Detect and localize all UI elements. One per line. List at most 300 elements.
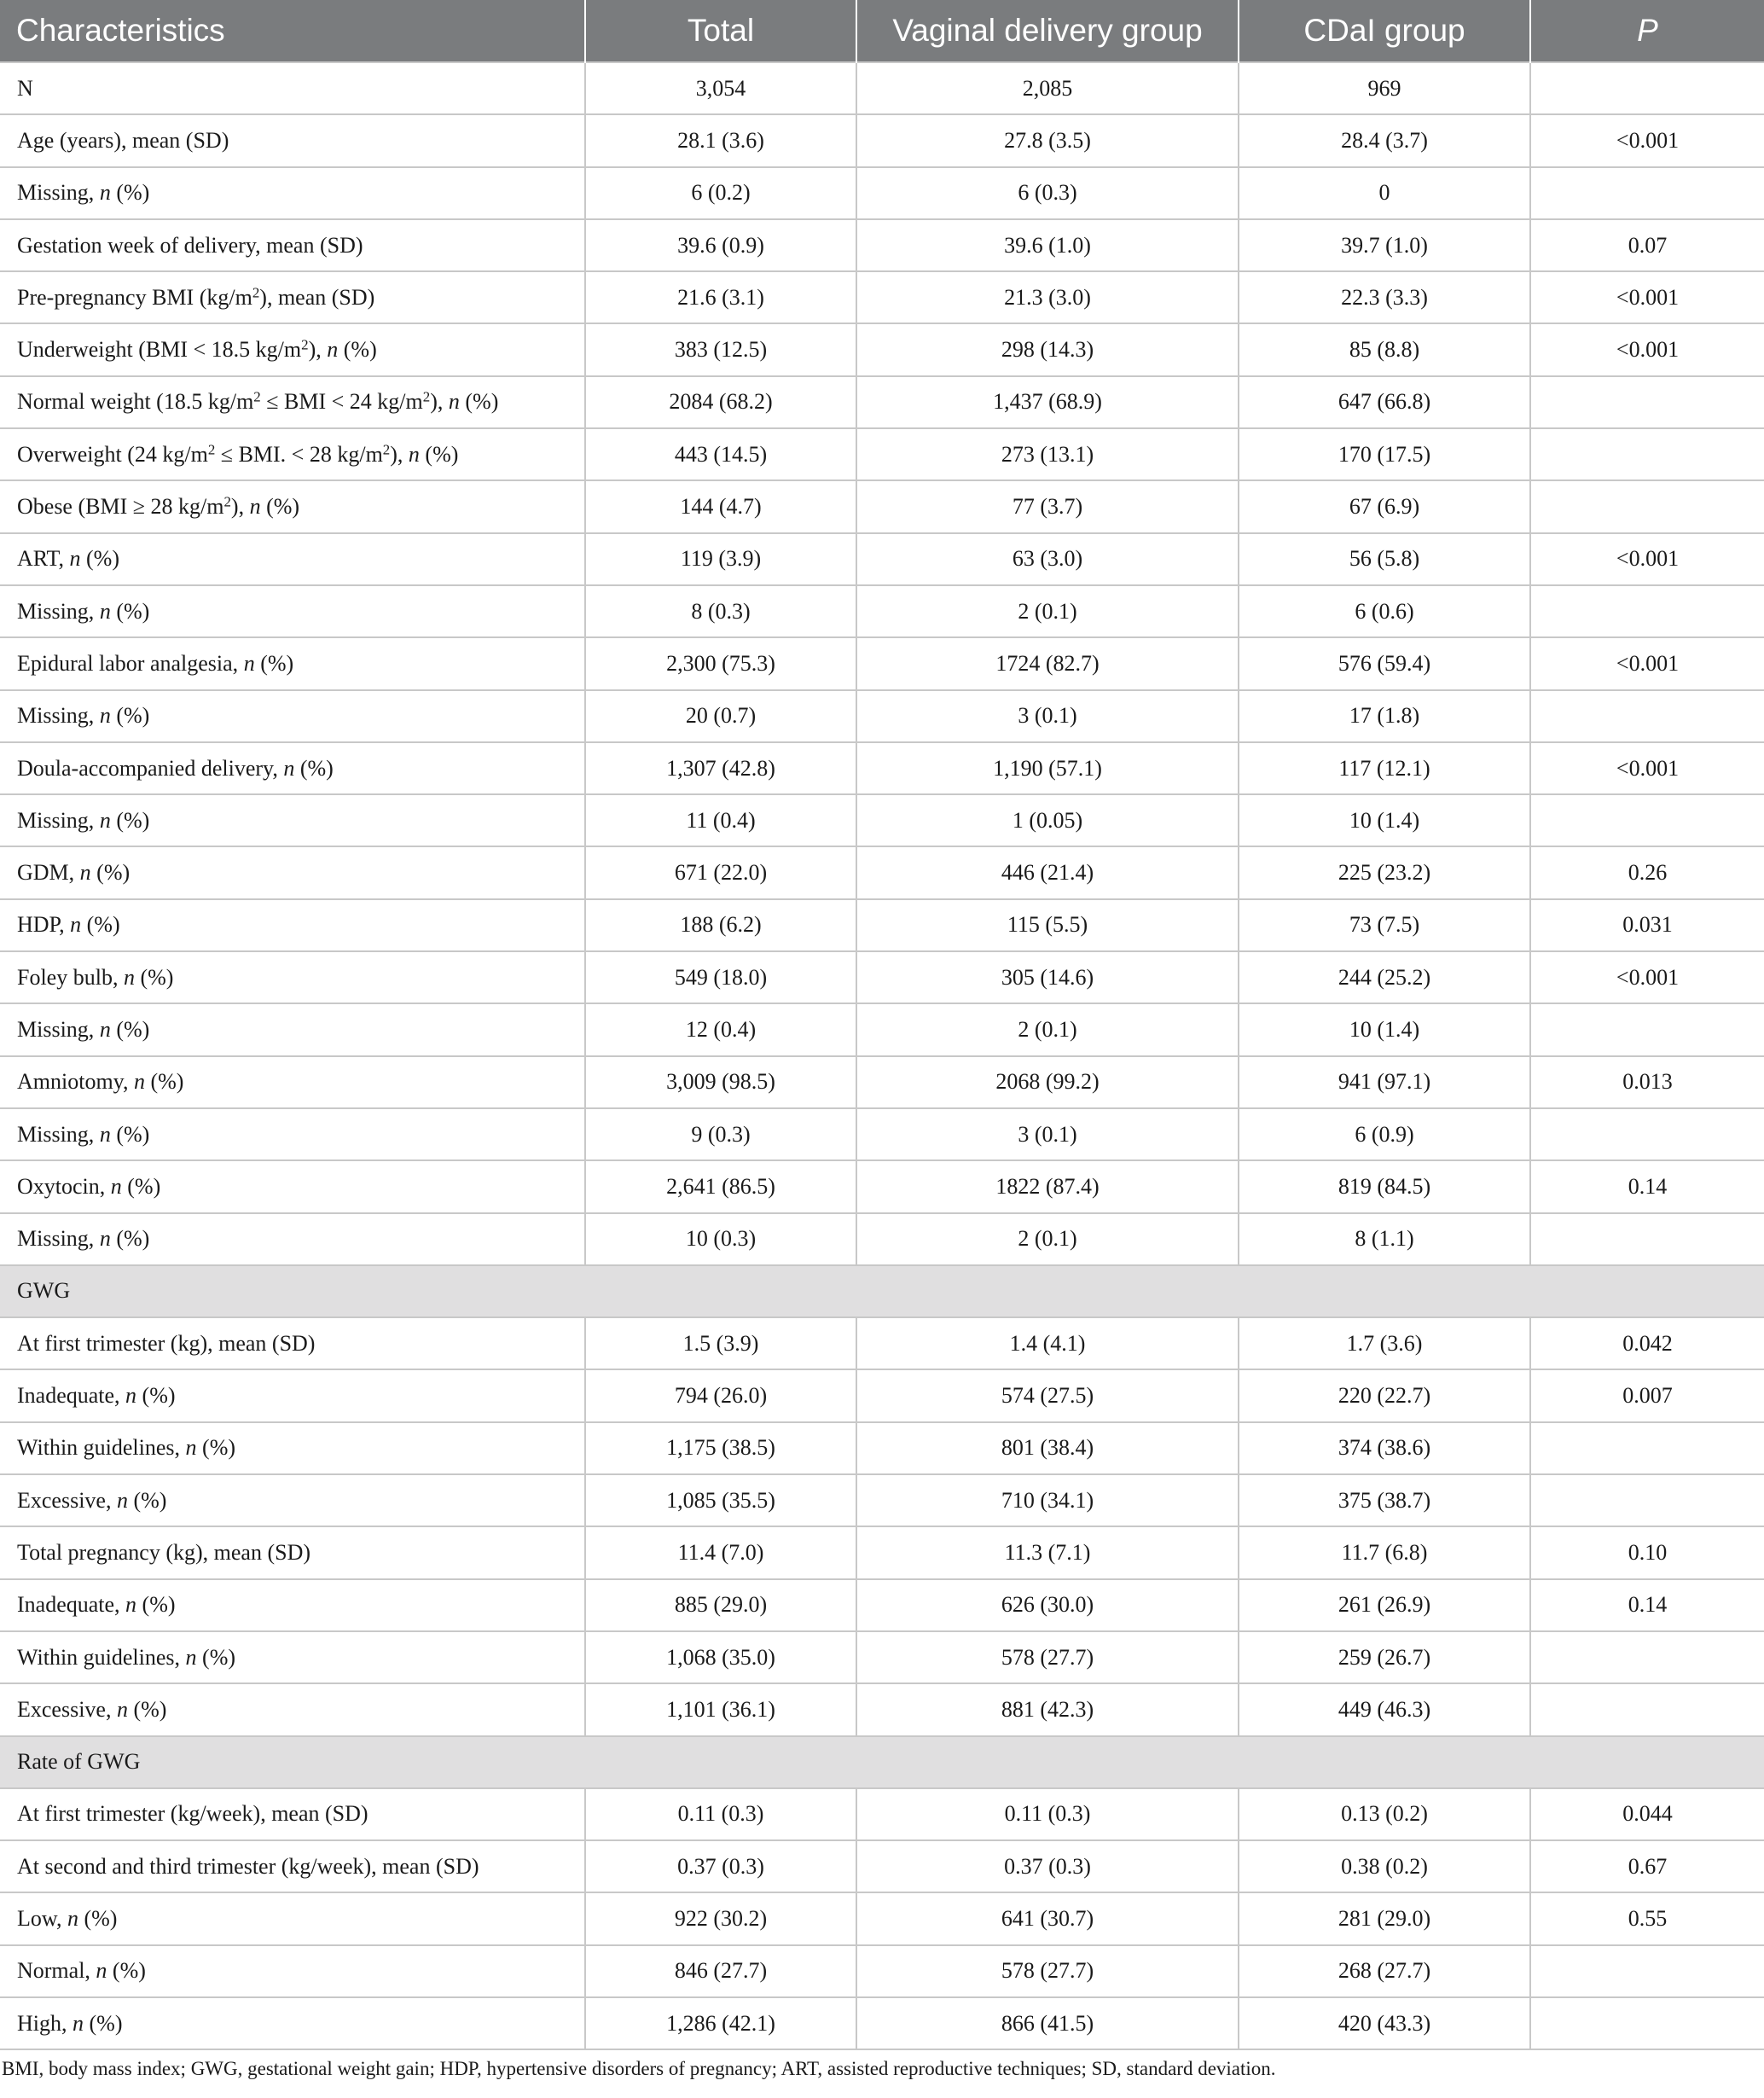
cell-p xyxy=(1530,62,1764,114)
cell-vaginal: 0.37 (0.3) xyxy=(856,1840,1239,1892)
cell-vaginal: 39.6 (1.0) xyxy=(856,219,1239,271)
cell-cdai: 6 (0.9) xyxy=(1239,1108,1530,1160)
label-text: (%) xyxy=(84,2010,123,2036)
cell-cdai: 28.4 (3.7) xyxy=(1239,114,1530,166)
label-text: (%) xyxy=(127,1696,167,1722)
table-row xyxy=(0,428,1764,480)
cell-total: 12 (0.4) xyxy=(585,1003,856,1055)
label-text: (%) xyxy=(338,337,377,363)
cell-cdai: 10 (1.4) xyxy=(1239,1003,1530,1055)
cell-total: 6 (0.2) xyxy=(585,167,856,219)
cell-cdai: 170 (17.5) xyxy=(1239,428,1530,480)
cell-vaginal: 578 (27.7) xyxy=(856,1945,1239,1997)
label-text: ), xyxy=(390,441,409,467)
label-italic: n xyxy=(99,1226,111,1252)
label-text: (%) xyxy=(419,441,459,467)
table-row xyxy=(0,1788,1764,1840)
cell-p: <0.001 xyxy=(1530,951,1764,1003)
cell-cdai: 259 (26.7) xyxy=(1239,1631,1530,1683)
cell-vaginal: 881 (42.3) xyxy=(856,1683,1239,1735)
cell-total: 383 (12.5) xyxy=(585,323,856,375)
header-row xyxy=(0,0,1764,62)
cell-p: 0.55 xyxy=(1530,1892,1764,1944)
section-label: Rate of GWG xyxy=(0,1736,1764,1788)
cell-p: 0.031 xyxy=(1530,899,1764,951)
label-text: Epidural labor analgesia, xyxy=(17,650,244,676)
cell-total: 1,286 (42.1) xyxy=(585,1997,856,2049)
label-italic: n xyxy=(283,755,295,781)
cell-p xyxy=(1530,1683,1764,1735)
row-label xyxy=(0,428,585,480)
table-row xyxy=(0,271,1764,323)
cell-total: 443 (14.5) xyxy=(585,428,856,480)
table-row xyxy=(0,1317,1764,1369)
cell-p xyxy=(1530,1945,1764,1997)
row-label xyxy=(0,1892,585,1944)
label-text: Within guidelines, xyxy=(17,1644,186,1670)
row-label xyxy=(0,637,585,689)
label-italic: n xyxy=(185,1644,197,1670)
label-italic: n xyxy=(408,441,420,467)
row-label xyxy=(0,1056,585,1108)
cell-cdai: 10 (1.4) xyxy=(1239,794,1530,846)
cell-p: 0.007 xyxy=(1530,1369,1764,1421)
table-row xyxy=(0,1160,1764,1212)
label-italic: n xyxy=(125,1592,137,1618)
cell-p xyxy=(1530,1108,1764,1160)
cell-vaginal: 866 (41.5) xyxy=(856,1997,1239,2049)
header-total: Total xyxy=(585,0,856,62)
row-label: Total pregnancy (kg), mean (SD) xyxy=(0,1526,585,1578)
cell-vaginal: 578 (27.7) xyxy=(856,1631,1239,1683)
table-body xyxy=(0,62,1764,2049)
cell-vaginal: 27.8 (3.5) xyxy=(856,114,1239,166)
row-label xyxy=(0,1579,585,1631)
table-row xyxy=(0,637,1764,689)
cell-total: 3,054 xyxy=(585,62,856,114)
cell-cdai: 969 xyxy=(1239,62,1530,114)
table-row xyxy=(0,1997,1764,2049)
table-row xyxy=(0,114,1764,166)
cell-total: 1,307 (42.8) xyxy=(585,742,856,794)
cell-cdai: 374 (38.6) xyxy=(1239,1422,1530,1474)
label-text: (%) xyxy=(136,1383,176,1409)
cell-total: 885 (29.0) xyxy=(585,1579,856,1631)
label-text: Excessive, xyxy=(17,1696,117,1722)
row-label xyxy=(0,951,585,1003)
cell-total: 144 (4.7) xyxy=(585,480,856,532)
header-characteristics: Characteristics xyxy=(0,0,585,62)
label-italic: n xyxy=(73,2010,84,2036)
cell-cdai: 647 (66.8) xyxy=(1239,376,1530,428)
cell-cdai: 8 (1.1) xyxy=(1239,1213,1530,1265)
label-text: GDM, xyxy=(17,860,80,886)
label-text: ART, xyxy=(17,546,70,572)
label-text: Inadequate, xyxy=(17,1592,126,1618)
row-label xyxy=(0,1213,585,1265)
label-text: (%) xyxy=(134,964,174,990)
label-text: (%) xyxy=(260,494,300,520)
row-label xyxy=(0,1631,585,1683)
cell-p xyxy=(1530,1213,1764,1265)
cell-vaginal: 77 (3.7) xyxy=(856,480,1239,532)
row-label xyxy=(0,742,585,794)
label-text: (%) xyxy=(81,912,120,938)
cell-total: 0.37 (0.3) xyxy=(585,1840,856,1892)
label-text: Underweight (BMI < 18.5 kg/m xyxy=(17,337,302,363)
cell-total: 2,300 (75.3) xyxy=(585,637,856,689)
cell-total: 794 (26.0) xyxy=(585,1369,856,1421)
table-row xyxy=(0,1526,1764,1578)
label-text: ≤ BMI. < 28 kg/m xyxy=(215,441,383,467)
cell-vaginal: 2 (0.1) xyxy=(856,585,1239,637)
label-italic: n xyxy=(99,807,111,833)
label-text: (%) xyxy=(110,1226,150,1252)
label-text: Missing, xyxy=(17,1226,100,1252)
label-text: Normal weight (18.5 kg/m xyxy=(17,389,254,415)
cell-vaginal: 2068 (99.2) xyxy=(856,1056,1239,1108)
label-italic: n xyxy=(99,598,111,624)
label-text: (%) xyxy=(294,755,334,781)
cell-cdai: 941 (97.1) xyxy=(1239,1056,1530,1108)
table-row xyxy=(0,690,1764,742)
cell-total: 549 (18.0) xyxy=(585,951,856,1003)
section-row-rate-of-gwg xyxy=(0,1736,1764,1788)
cell-p: 0.07 xyxy=(1530,219,1764,271)
table-row xyxy=(0,167,1764,219)
table-row xyxy=(0,742,1764,794)
label-text: (%) xyxy=(80,546,119,572)
cell-total: 21.6 (3.1) xyxy=(585,271,856,323)
label-text: ), xyxy=(230,494,250,520)
cell-p: <0.001 xyxy=(1530,742,1764,794)
cell-vaginal: 626 (30.0) xyxy=(856,1579,1239,1631)
label-text: Excessive, xyxy=(17,1487,117,1513)
cell-vaginal: 3 (0.1) xyxy=(856,690,1239,742)
row-label: At second and third trimester (kg/week), mean (SD) xyxy=(0,1840,585,1892)
table-row xyxy=(0,1056,1764,1108)
label-text: Inadequate, xyxy=(17,1383,126,1409)
table-header xyxy=(0,0,1764,62)
label-text: Missing, xyxy=(17,703,100,729)
cell-total: 671 (22.0) xyxy=(585,846,856,898)
table-row xyxy=(0,794,1764,846)
label-italic: n xyxy=(448,389,460,415)
cell-cdai: 244 (25.2) xyxy=(1239,951,1530,1003)
cell-vaginal: 0.11 (0.3) xyxy=(856,1788,1239,1840)
cell-cdai: 17 (1.8) xyxy=(1239,690,1530,742)
cell-vaginal: 1 (0.05) xyxy=(856,794,1239,846)
cell-p: 0.14 xyxy=(1530,1579,1764,1631)
cell-p xyxy=(1530,376,1764,428)
header-cdai-group: CDaI group xyxy=(1239,0,1530,62)
cell-p: 0.14 xyxy=(1530,1160,1764,1212)
label-text: Missing, xyxy=(17,598,100,624)
row-label xyxy=(0,1160,585,1212)
label-italic: n xyxy=(185,1435,197,1461)
label-italic: n xyxy=(67,1906,78,1932)
cell-cdai: 85 (8.8) xyxy=(1239,323,1530,375)
label-italic: n xyxy=(327,337,339,363)
cell-total: 188 (6.2) xyxy=(585,899,856,951)
cell-vaginal: 115 (5.5) xyxy=(856,899,1239,951)
cell-vaginal: 63 (3.0) xyxy=(856,533,1239,585)
table-row xyxy=(0,480,1764,532)
table-row xyxy=(0,846,1764,898)
cell-total: 11 (0.4) xyxy=(585,794,856,846)
cell-vaginal: 710 (34.1) xyxy=(856,1474,1239,1526)
cell-vaginal: 574 (27.5) xyxy=(856,1369,1239,1421)
label-text: (%) xyxy=(127,1487,167,1513)
row-label xyxy=(0,1474,585,1526)
cell-total: 846 (27.7) xyxy=(585,1945,856,1997)
cell-cdai: 375 (38.7) xyxy=(1239,1474,1530,1526)
label-text: (%) xyxy=(110,703,150,729)
cell-p xyxy=(1530,1474,1764,1526)
table-row xyxy=(0,1213,1764,1265)
cell-p: 0.013 xyxy=(1530,1056,1764,1108)
row-label xyxy=(0,167,585,219)
cell-cdai: 67 (6.9) xyxy=(1239,480,1530,532)
cell-vaginal: 1,190 (57.1) xyxy=(856,742,1239,794)
cell-p xyxy=(1530,167,1764,219)
cell-cdai: 261 (26.9) xyxy=(1239,1579,1530,1631)
table-row xyxy=(0,219,1764,271)
label-italic: n xyxy=(99,703,111,729)
cell-vaginal: 305 (14.6) xyxy=(856,951,1239,1003)
cell-p: 0.26 xyxy=(1530,846,1764,898)
row-label xyxy=(0,899,585,951)
row-label: At first trimester (kg/week), mean (SD) xyxy=(0,1788,585,1840)
row-label: Gestation week of delivery, mean (SD) xyxy=(0,219,585,271)
cell-cdai: 268 (27.7) xyxy=(1239,1945,1530,1997)
cell-cdai: 220 (22.7) xyxy=(1239,1369,1530,1421)
label-text: Oxytocin, xyxy=(17,1173,111,1199)
label-text: (%) xyxy=(196,1644,236,1670)
cell-vaginal: 446 (21.4) xyxy=(856,846,1239,898)
cell-vaginal: 1822 (87.4) xyxy=(856,1160,1239,1212)
cell-p xyxy=(1530,690,1764,742)
label-text: (%) xyxy=(144,1069,184,1095)
cell-p: <0.001 xyxy=(1530,114,1764,166)
cell-p: <0.001 xyxy=(1530,533,1764,585)
label-text: (%) xyxy=(90,860,131,886)
cell-p xyxy=(1530,1997,1764,2049)
label-text: (%) xyxy=(121,1173,161,1199)
cell-cdai: 22.3 (3.3) xyxy=(1239,271,1530,323)
cell-total: 9 (0.3) xyxy=(585,1108,856,1160)
cell-cdai: 225 (23.2) xyxy=(1239,846,1530,898)
row-label: At first trimester (kg), mean (SD) xyxy=(0,1317,585,1369)
cell-cdai: 56 (5.8) xyxy=(1239,533,1530,585)
table-row xyxy=(0,1945,1764,1997)
cell-total: 8 (0.3) xyxy=(585,585,856,637)
cell-vaginal: 11.3 (7.1) xyxy=(856,1526,1239,1578)
label-text: (%) xyxy=(78,1906,118,1932)
row-label xyxy=(0,585,585,637)
label-text: ≤ BMI < 24 kg/m xyxy=(260,389,423,415)
cell-p xyxy=(1530,428,1764,480)
cell-vaginal: 1724 (82.7) xyxy=(856,637,1239,689)
row-label xyxy=(0,846,585,898)
cell-p xyxy=(1530,1003,1764,1055)
table-row xyxy=(0,1683,1764,1735)
cell-vaginal: 273 (13.1) xyxy=(856,428,1239,480)
label-text: Pre-pregnancy BMI (kg/m xyxy=(17,284,252,310)
table-row xyxy=(0,1474,1764,1526)
table-row xyxy=(0,1369,1764,1421)
cell-total: 1,085 (35.5) xyxy=(585,1474,856,1526)
label-italic: n xyxy=(99,180,111,206)
label-text: (%) xyxy=(110,598,150,624)
label-superscript: 2 xyxy=(223,493,231,510)
cell-total: 20 (0.7) xyxy=(585,690,856,742)
row-label xyxy=(0,1003,585,1055)
row-label xyxy=(0,480,585,532)
label-italic: n xyxy=(99,1016,111,1042)
label-text: Missing, xyxy=(17,1121,100,1147)
row-label: Age (years), mean (SD) xyxy=(0,114,585,166)
row-label xyxy=(0,271,585,323)
cell-vaginal: 1,437 (68.9) xyxy=(856,376,1239,428)
label-italic: n xyxy=(133,1069,145,1095)
header-vaginal-delivery-group: Vaginal delivery group xyxy=(856,0,1239,62)
label-italic: n xyxy=(249,494,261,520)
label-text: Missing, xyxy=(17,807,100,833)
row-label xyxy=(0,1369,585,1421)
label-italic: n xyxy=(243,650,255,676)
label-text: (%) xyxy=(110,180,150,206)
label-text: Within guidelines, xyxy=(17,1435,186,1461)
cell-cdai: 73 (7.5) xyxy=(1239,899,1530,951)
label-superscript: 2 xyxy=(301,336,309,353)
row-label xyxy=(0,1997,585,2049)
label-text: ), xyxy=(430,389,449,415)
cell-p: 0.10 xyxy=(1530,1526,1764,1578)
cell-p: <0.001 xyxy=(1530,637,1764,689)
cell-total: 1,175 (38.5) xyxy=(585,1422,856,1474)
cell-total: 10 (0.3) xyxy=(585,1213,856,1265)
label-text: Foley bulb, xyxy=(17,964,124,990)
cell-vaginal: 641 (30.7) xyxy=(856,1892,1239,1944)
label-italic: n xyxy=(99,1121,111,1147)
label-superscript: 2 xyxy=(207,441,216,458)
row-label xyxy=(0,794,585,846)
cell-vaginal: 298 (14.3) xyxy=(856,323,1239,375)
table-row xyxy=(0,376,1764,428)
row-label xyxy=(0,533,585,585)
table-footnote: BMI, body mass index; GWG, gestational weight gain; HDP, hypertensive disorders of pregnancy; ART, assisted reproductive techniques; SD, standard deviation. xyxy=(2,2058,1276,2079)
cell-p: <0.001 xyxy=(1530,323,1764,375)
cell-cdai: 819 (84.5) xyxy=(1239,1160,1530,1212)
label-italic: n xyxy=(69,546,81,572)
cell-total: 1,101 (36.1) xyxy=(585,1683,856,1735)
cell-cdai: 576 (59.4) xyxy=(1239,637,1530,689)
label-text: (%) xyxy=(196,1435,236,1461)
label-text: Missing, xyxy=(17,1016,100,1042)
cell-total: 1.5 (3.9) xyxy=(585,1317,856,1369)
header-p-label: P xyxy=(1637,13,1658,48)
cell-vaginal: 1.4 (4.1) xyxy=(856,1317,1239,1369)
label-text: ), xyxy=(308,337,328,363)
table-row xyxy=(0,1422,1764,1474)
cell-cdai: 117 (12.1) xyxy=(1239,742,1530,794)
cell-p: 0.042 xyxy=(1530,1317,1764,1369)
cell-vaginal: 2 (0.1) xyxy=(856,1213,1239,1265)
cell-p xyxy=(1530,1422,1764,1474)
label-text: (%) xyxy=(459,389,499,415)
cell-total: 2,641 (86.5) xyxy=(585,1160,856,1212)
cell-vaginal: 21.3 (3.0) xyxy=(856,271,1239,323)
cell-vaginal: 2 (0.1) xyxy=(856,1003,1239,1055)
row-label xyxy=(0,1422,585,1474)
label-superscript: 2 xyxy=(422,388,431,405)
cell-cdai: 0.38 (0.2) xyxy=(1239,1840,1530,1892)
cell-p: 0.67 xyxy=(1530,1840,1764,1892)
table-row xyxy=(0,1003,1764,1055)
table-row xyxy=(0,585,1764,637)
table-row xyxy=(0,323,1764,375)
label-italic: n xyxy=(116,1487,128,1513)
section-row-gwg xyxy=(0,1265,1764,1317)
table-row xyxy=(0,1840,1764,1892)
cell-p xyxy=(1530,794,1764,846)
cell-total: 1,068 (35.0) xyxy=(585,1631,856,1683)
label-text: (%) xyxy=(136,1592,176,1618)
label-italic: n xyxy=(110,1173,122,1199)
label-text: ), mean (SD) xyxy=(259,284,375,310)
row-label xyxy=(0,376,585,428)
row-label xyxy=(0,1108,585,1160)
table-row xyxy=(0,62,1764,114)
cell-total: 39.6 (0.9) xyxy=(585,219,856,271)
row-label: N xyxy=(0,62,585,114)
section-label: GWG xyxy=(0,1265,1764,1317)
label-text: Amniotomy, xyxy=(17,1069,134,1095)
cell-total: 2084 (68.2) xyxy=(585,376,856,428)
label-italic: n xyxy=(125,1383,137,1409)
cell-vaginal: 801 (38.4) xyxy=(856,1422,1239,1474)
label-italic: n xyxy=(79,860,91,886)
label-italic: n xyxy=(70,912,82,938)
label-italic: n xyxy=(123,964,135,990)
cell-vaginal: 2,085 xyxy=(856,62,1239,114)
cell-cdai: 420 (43.3) xyxy=(1239,1997,1530,2049)
cell-vaginal: 3 (0.1) xyxy=(856,1108,1239,1160)
cell-total: 28.1 (3.6) xyxy=(585,114,856,166)
cell-p xyxy=(1530,585,1764,637)
cell-cdai: 39.7 (1.0) xyxy=(1239,219,1530,271)
label-text: (%) xyxy=(110,1121,150,1147)
label-superscript: 2 xyxy=(252,284,260,301)
cell-total: 3,009 (98.5) xyxy=(585,1056,856,1108)
cell-total: 11.4 (7.0) xyxy=(585,1526,856,1578)
cell-p xyxy=(1530,480,1764,532)
cell-vaginal: 6 (0.3) xyxy=(856,167,1239,219)
table-row xyxy=(0,1892,1764,1944)
label-text: Low, xyxy=(17,1906,67,1932)
cell-cdai: 11.7 (6.8) xyxy=(1239,1526,1530,1578)
cell-cdai: 6 (0.6) xyxy=(1239,585,1530,637)
label-italic: n xyxy=(96,1958,107,1984)
cell-cdai: 1.7 (3.6) xyxy=(1239,1317,1530,1369)
cell-p xyxy=(1530,1631,1764,1683)
label-text: (%) xyxy=(254,650,294,676)
table-row xyxy=(0,533,1764,585)
cell-cdai: 281 (29.0) xyxy=(1239,1892,1530,1944)
label-text: (%) xyxy=(107,1958,146,1984)
label-text: HDP, xyxy=(17,912,71,938)
